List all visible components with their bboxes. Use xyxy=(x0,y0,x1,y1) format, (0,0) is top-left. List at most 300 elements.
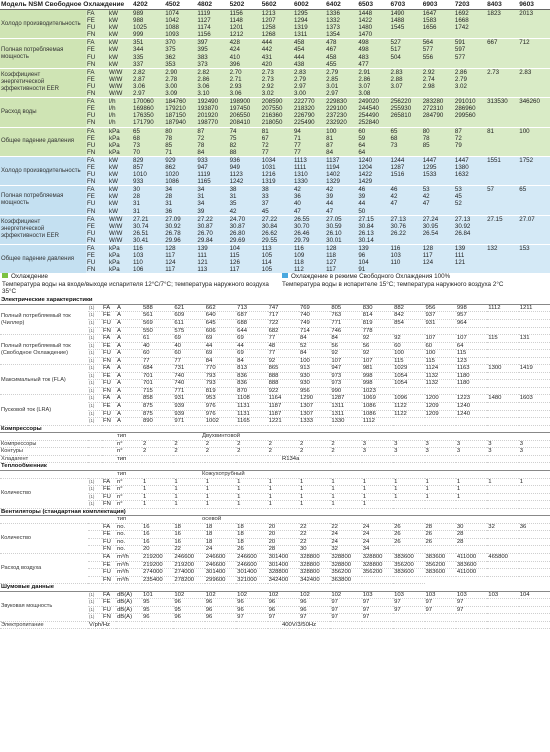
value-cell xyxy=(519,561,550,569)
value-cell: 113 xyxy=(196,266,228,273)
table-row xyxy=(0,10,550,18)
value-cell: 60 xyxy=(425,342,456,350)
spacer xyxy=(88,448,102,456)
value-cell xyxy=(487,531,518,539)
value-cell: 1200 xyxy=(425,395,456,403)
value-cell: 1290 xyxy=(299,395,330,403)
value-cell: 1108 xyxy=(236,395,267,403)
legend-freecooling xyxy=(282,273,550,287)
value-cell: 3.01 xyxy=(325,83,357,90)
row-label: Контуры xyxy=(0,448,88,456)
value-cell xyxy=(519,569,550,577)
value-cell: 97 xyxy=(362,614,393,622)
value-cell: 2013 xyxy=(518,10,550,18)
value-cell: 29.55 xyxy=(261,237,293,245)
value-cell: 31 xyxy=(132,208,164,216)
value-cell: 30.59 xyxy=(325,223,357,230)
value-cell: 30.87 xyxy=(229,223,261,230)
value-cell: 81 xyxy=(325,135,357,142)
value-cell: 31 xyxy=(164,200,196,207)
table-row xyxy=(0,186,550,194)
table-row xyxy=(0,553,550,561)
value-cell: 1119 xyxy=(196,171,228,178)
value-cell xyxy=(486,252,518,259)
value-cell: 1 xyxy=(236,493,267,501)
value-cell: 104 xyxy=(519,591,550,599)
value-cell xyxy=(422,119,454,127)
value-cell: 410 xyxy=(229,54,261,61)
value-cell xyxy=(487,561,518,569)
value-cell: 1490 xyxy=(390,10,422,18)
value-cell: 96 xyxy=(299,599,330,607)
value-cell: 949 xyxy=(229,164,261,171)
type-label: тип xyxy=(116,470,142,478)
value-cell: 219200 xyxy=(142,553,173,561)
value-cell: 1 xyxy=(142,478,173,486)
value-cell: 854 xyxy=(393,320,424,328)
value-cell xyxy=(487,410,518,418)
value-cell xyxy=(486,259,518,266)
version-code: FU xyxy=(86,24,108,31)
value-cell: 68 xyxy=(132,135,164,142)
footnote-mark xyxy=(88,561,102,569)
value-cell: 2.73 xyxy=(261,68,293,76)
version-code: FU xyxy=(86,230,108,237)
power-supply-row xyxy=(0,621,550,629)
value-cell: 383600 xyxy=(393,553,424,561)
value-cell: 103 xyxy=(487,591,518,599)
value-cell: 990 xyxy=(330,387,361,395)
value-cell: 1 xyxy=(205,493,236,501)
value-cell: 187150 xyxy=(164,112,196,119)
table-row xyxy=(0,245,550,253)
value-cell: 28 xyxy=(268,546,299,554)
value-cell: 1054 xyxy=(393,380,424,388)
footnote-mark xyxy=(88,576,102,584)
value-cell: 1088 xyxy=(164,24,196,31)
footnote-mark: (1) xyxy=(88,486,102,494)
value-cell xyxy=(519,553,550,561)
value-cell: 2.93 xyxy=(229,83,261,90)
row-group-label: Пусковой ток (LRA) xyxy=(0,395,88,425)
value-cell: 662 xyxy=(205,304,236,312)
row-group-label: Коэффициент энергетической эффективности EER xyxy=(0,68,86,97)
value-cell: 875 xyxy=(142,403,173,411)
value-cell: 47 xyxy=(390,200,422,207)
value-cell: 2 xyxy=(142,440,173,448)
value-cell: 30.01 xyxy=(325,237,357,245)
value-cell xyxy=(486,164,518,171)
value-cell: 31 xyxy=(229,193,261,200)
footnote-mark: (1) xyxy=(88,395,102,403)
value-cell: 94 xyxy=(293,127,325,135)
value-cell: 1 xyxy=(236,478,267,486)
value-cell: 3 xyxy=(393,440,424,448)
unit: m³/h xyxy=(116,553,142,561)
value-cell: 1093 xyxy=(164,31,196,39)
value-cell: 34 xyxy=(196,200,228,207)
refrigerant-value: R134a xyxy=(142,455,550,463)
value-cell: 1156 xyxy=(229,10,261,18)
value-cell: 291010 xyxy=(454,98,486,106)
value-cell: 22 xyxy=(173,546,204,554)
footnote-mark: (1) xyxy=(88,591,102,599)
value-cell: 2.82 xyxy=(132,68,164,76)
value-cell: 192490 xyxy=(196,98,228,106)
value-cell xyxy=(487,380,518,388)
unit: kW xyxy=(108,171,132,178)
unit: W/W xyxy=(108,76,132,83)
unit: W/W xyxy=(108,237,132,245)
value-cell: 1332 xyxy=(325,17,357,24)
unit: kW xyxy=(108,208,132,216)
value-cell: 77 xyxy=(293,149,325,157)
type-spacer xyxy=(0,470,88,478)
value-cell: 455 xyxy=(325,61,357,69)
value-cell: 1373 xyxy=(325,24,357,31)
value-cell: 3 xyxy=(519,440,550,448)
value-cell: 225490 xyxy=(293,119,325,127)
value-cell: 611 xyxy=(173,320,204,328)
value-cell: 44 xyxy=(325,200,357,207)
value-cell: 561 xyxy=(142,312,173,320)
value-cell: 30 xyxy=(299,546,330,554)
value-cell: 813 xyxy=(236,365,267,373)
version-code: FA xyxy=(86,245,108,253)
version-code: FN xyxy=(86,149,108,157)
value-cell: 1516 xyxy=(390,171,422,178)
value-cell xyxy=(454,266,486,273)
row-group-label: Холодо производительность xyxy=(0,10,86,39)
value-cell: 96 xyxy=(142,614,173,622)
value-cell: 1209 xyxy=(425,403,456,411)
value-cell: 328800 xyxy=(268,569,299,577)
value-cell: 1311 xyxy=(330,403,361,411)
value-cell xyxy=(518,31,550,39)
value-cell xyxy=(456,387,487,395)
value-cell: 328800 xyxy=(299,569,330,577)
value-cell: 117 xyxy=(164,252,196,259)
value-cell: 1307 xyxy=(299,410,330,418)
value-cell: 356200 xyxy=(330,569,361,577)
value-cell: 2.92 xyxy=(261,83,293,90)
value-cell: 1122 xyxy=(393,403,424,411)
value-cell: 1156 xyxy=(196,31,228,39)
table-row xyxy=(0,39,550,47)
value-cell: 254490 xyxy=(357,112,389,119)
value-cell: 929 xyxy=(164,156,196,164)
value-cell: 20 xyxy=(268,531,299,539)
value-cell xyxy=(519,410,550,418)
value-cell: 1124 xyxy=(425,365,456,373)
value-cell: 1096 xyxy=(393,395,424,403)
value-cell: 424 xyxy=(229,46,261,53)
value-cell: 1164 xyxy=(268,395,299,403)
value-cell: 2 xyxy=(205,440,236,448)
footnote-mark xyxy=(88,546,102,554)
value-cell: 976 xyxy=(205,403,236,411)
unit: no. xyxy=(116,546,142,554)
version-code: FU xyxy=(102,320,116,328)
value-cell: 1187 xyxy=(268,403,299,411)
green-square-icon xyxy=(2,273,8,278)
section-header-row xyxy=(0,463,550,471)
performance-table xyxy=(0,0,550,273)
value-cell: 26 xyxy=(393,531,424,539)
version-code: FA xyxy=(86,156,108,164)
value-cell xyxy=(519,614,550,622)
value-cell: 299600 xyxy=(205,576,236,584)
value-cell: 1319 xyxy=(261,178,293,186)
value-cell: 246600 xyxy=(236,553,267,561)
value-cell xyxy=(487,372,518,380)
value-cell: 256220 xyxy=(390,98,422,106)
value-cell: 114 xyxy=(261,259,293,266)
unit: l/h xyxy=(108,98,132,106)
value-cell: 964 xyxy=(456,320,487,328)
value-cell: 20 xyxy=(268,523,299,531)
value-cell: 97 xyxy=(362,599,393,607)
version-code: FN xyxy=(86,237,108,245)
value-cell: 454 xyxy=(293,46,325,53)
value-cell: 31 xyxy=(132,200,164,207)
value-cell: 713 xyxy=(236,304,267,312)
unit: kPa xyxy=(108,252,132,259)
type-spacer xyxy=(102,516,116,524)
value-cell: 18 xyxy=(205,531,236,539)
value-cell xyxy=(487,350,518,358)
value-cell: 362 xyxy=(164,54,196,61)
value-cell: 1 xyxy=(362,478,393,486)
value-cell: 131 xyxy=(519,335,550,343)
type-value: Кожухотрубный xyxy=(142,470,550,478)
footnote-mark xyxy=(88,531,102,539)
unit: n° xyxy=(116,501,142,509)
spacer xyxy=(102,455,116,463)
value-cell: 747 xyxy=(268,304,299,312)
value-cell: 64 xyxy=(357,142,389,149)
value-cell: 814 xyxy=(362,312,393,320)
value-cell: 16 xyxy=(173,531,204,539)
value-cell: 18 xyxy=(236,523,267,531)
value-cell: 1010 xyxy=(132,171,164,178)
value-cell: 2.83 xyxy=(293,68,325,76)
value-cell: 97 xyxy=(425,599,456,607)
type-spacer xyxy=(102,433,116,441)
version-code: FA xyxy=(102,304,116,312)
unit: n° xyxy=(116,478,142,486)
value-cell: 1034 xyxy=(261,156,293,164)
value-cell: 97 xyxy=(393,599,424,607)
unit: kPa xyxy=(108,127,132,135)
value-cell xyxy=(487,606,518,614)
table-row xyxy=(0,215,550,223)
value-cell: 301400 xyxy=(236,569,267,577)
model-header: 4202 xyxy=(132,0,164,10)
value-cell: 870 xyxy=(236,387,267,395)
value-cell: 375 xyxy=(164,46,196,53)
legend-freecooling-label: Охлаждение в режиме Свободного Охлаждения 100% xyxy=(291,273,451,281)
value-cell: 936 xyxy=(229,156,261,164)
value-cell: 591 xyxy=(454,39,486,47)
value-cell: 609 xyxy=(173,312,204,320)
value-cell xyxy=(486,266,518,273)
value-cell: 712 xyxy=(518,39,550,47)
value-cell: 1 xyxy=(425,486,456,494)
value-cell: 42 xyxy=(422,193,454,200)
value-cell: 1086 xyxy=(164,178,196,186)
model-header: 7203 xyxy=(454,0,486,10)
unit: A xyxy=(116,335,142,343)
value-cell: 1330 xyxy=(293,178,325,186)
value-cell xyxy=(454,61,486,69)
model-header: 5202 xyxy=(229,0,261,10)
value-cell: 34 xyxy=(362,546,393,554)
value-cell: 77 xyxy=(268,350,299,358)
value-cell: 18 xyxy=(205,538,236,546)
footnote-mark: (1) xyxy=(88,365,102,373)
value-cell: 117 xyxy=(325,266,357,273)
value-cell: 2.70 xyxy=(229,68,261,76)
value-cell: 1333 xyxy=(299,418,330,426)
value-cell: 1402 xyxy=(325,171,357,178)
value-cell: 2.79 xyxy=(325,68,357,76)
value-cell xyxy=(454,90,486,98)
value-cell: 126 xyxy=(229,259,261,266)
unit: A xyxy=(116,403,142,411)
value-cell xyxy=(393,614,424,622)
value-cell: 139 xyxy=(357,245,389,253)
row-group-label: Максимальный ток (FLA) xyxy=(0,365,88,395)
value-cell: 1209 xyxy=(425,410,456,418)
value-cell: 84 xyxy=(299,335,330,343)
value-cell: 2 xyxy=(330,440,361,448)
value-cell: 272310 xyxy=(422,105,454,112)
value-cell: 588 xyxy=(142,304,173,312)
value-cell xyxy=(518,61,550,69)
value-cell: 107 xyxy=(330,357,361,365)
value-cell xyxy=(519,538,550,546)
row-group-label: Полная потребляемая мощность xyxy=(0,39,86,68)
value-cell: 77 xyxy=(268,335,299,343)
value-cell: 60 xyxy=(357,127,389,135)
value-cell: 115 xyxy=(456,350,487,358)
value-cell: 1287 xyxy=(330,395,361,403)
version-code: FU xyxy=(86,54,108,61)
value-cell: 2 xyxy=(236,448,267,456)
value-cell: 3.07 xyxy=(390,83,422,90)
value-cell: 483 xyxy=(357,54,389,61)
version-code: FU xyxy=(102,380,116,388)
value-cell: 28 xyxy=(456,538,487,546)
value-cell: 830 xyxy=(362,304,393,312)
value-cell: 40 xyxy=(173,342,204,350)
value-cell xyxy=(518,266,550,273)
value-cell xyxy=(422,61,454,69)
value-cell: 1137 xyxy=(325,156,357,164)
value-cell: 1212 xyxy=(229,31,261,39)
value-cell: 2.73 xyxy=(261,76,293,83)
version-code: FA xyxy=(102,523,116,531)
model-header: 5602 xyxy=(261,0,293,10)
value-cell: 1 xyxy=(205,501,236,509)
value-cell: 30.92 xyxy=(164,223,196,230)
unit: n° xyxy=(116,448,142,456)
value-cell: 3 xyxy=(456,440,487,448)
value-cell: 3.06 xyxy=(132,83,164,90)
value-cell: 102 xyxy=(205,591,236,599)
value-cell xyxy=(519,342,550,350)
type-label: тип xyxy=(116,433,142,441)
value-cell: 2 xyxy=(330,448,361,456)
value-cell: 229830 xyxy=(325,98,357,106)
model-header: 6002 xyxy=(293,0,325,10)
unit: kW xyxy=(108,10,132,18)
value-cell: 47 xyxy=(422,200,454,207)
value-cell: 286960 xyxy=(454,105,486,112)
value-cell: 96 xyxy=(357,252,389,259)
legend-cooling xyxy=(2,273,272,295)
version-code: FA xyxy=(102,395,116,403)
value-cell: 27.22 xyxy=(196,215,228,223)
value-cell: 284790 xyxy=(422,112,454,119)
version-code: FE xyxy=(86,17,108,24)
value-cell xyxy=(487,387,518,395)
value-cell: 1 xyxy=(330,486,361,494)
value-cell xyxy=(486,200,518,207)
value-cell: 70 xyxy=(132,149,164,157)
type-label: тип xyxy=(116,516,142,524)
value-cell: 328800 xyxy=(362,553,393,561)
value-cell: 353 xyxy=(164,61,196,69)
value-cell: 26.22 xyxy=(390,230,422,237)
version-code: FN xyxy=(102,576,116,584)
model-header: 4802 xyxy=(196,0,228,10)
value-cell: 232920 xyxy=(325,119,357,127)
value-cell xyxy=(486,24,518,31)
value-cell: 769 xyxy=(299,304,330,312)
value-cell: 1 xyxy=(362,501,393,509)
value-cell: 1242 xyxy=(229,178,261,186)
value-cell: 1 xyxy=(205,486,236,494)
unit: kPa xyxy=(108,266,132,273)
footnote-mark xyxy=(88,569,102,577)
value-cell: 30.92 xyxy=(454,223,486,230)
value-cell: 96 xyxy=(268,606,299,614)
version-code: FE xyxy=(102,372,116,380)
row-label: Хладагент xyxy=(0,455,88,463)
value-cell: 337 xyxy=(132,61,164,69)
value-cell: 102 xyxy=(330,591,361,599)
version-code: FE xyxy=(86,193,108,200)
table-row xyxy=(0,591,550,599)
unit: A xyxy=(116,380,142,388)
value-cell: 103 xyxy=(362,591,393,599)
value-cell: 26.84 xyxy=(454,230,486,237)
spacer xyxy=(102,448,116,456)
value-cell: 1668 xyxy=(454,17,486,24)
value-cell: 30.95 xyxy=(422,223,454,230)
value-cell xyxy=(486,193,518,200)
value-cell: 107 xyxy=(425,335,456,343)
value-cell: 27.22 xyxy=(261,215,293,223)
table-row xyxy=(0,478,550,486)
value-cell: 3.00 xyxy=(293,90,325,98)
value-cell: 989 xyxy=(132,10,164,18)
value-cell xyxy=(519,501,550,509)
value-cell: 2.83 xyxy=(518,68,550,76)
value-cell: 197450 xyxy=(229,105,261,112)
